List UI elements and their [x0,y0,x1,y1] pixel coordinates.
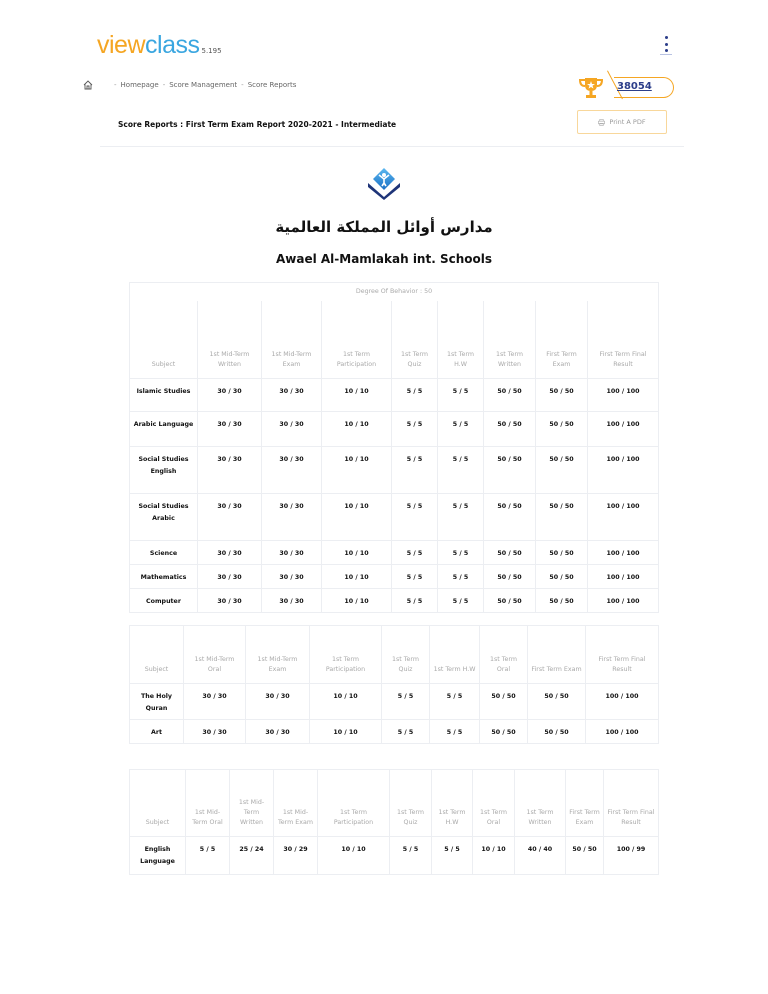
score-cell: 5 / 5 [438,589,484,613]
col-header: 1st Term Written [484,301,536,379]
score-cell: 50 / 50 [484,589,536,613]
col-header: 1st Term Quiz [392,301,438,379]
score-cell: 5 / 5 [392,412,438,447]
score-cell: 5 / 5 [186,837,230,875]
col-header: 1st Term H.W [430,626,480,684]
trophy-icon [578,76,604,100]
breadcrumb-homepage[interactable]: Homepage [120,81,159,89]
subject-cell: Science [130,541,198,565]
page-title: Score Reports : First Term Exam Report 2020-2021 - Intermediate [118,120,397,129]
score-cell: 30 / 30 [262,589,322,613]
table-row [130,494,659,541]
subject-cell: Arabic Language [130,412,198,447]
col-header: 1st Term Written [515,770,566,837]
school-name-english: Awael Al-Mamlakah int. Schools [275,252,492,266]
col-header: First Term Final Result [588,301,659,379]
behavior-degree: Degree Of Behavior : 50 [130,283,659,301]
score-cell: 100 / 100 [588,589,659,613]
col-header: First Term Exam [566,770,604,837]
score-cell: 30 / 30 [198,541,262,565]
col-header: First Term Final Result [604,770,659,837]
score-cell: 5 / 5 [438,565,484,589]
score-cell: 30 / 30 [198,379,262,412]
score-cell: 30 / 30 [184,720,246,744]
score-cell: 100 / 100 [588,412,659,447]
score-cell: 100 / 100 [588,494,659,541]
score-cell: 5 / 5 [438,447,484,494]
table-row [130,412,659,447]
school-logo-icon [366,167,402,201]
col-header: First Term Exam [528,626,586,684]
score-cell: 50 / 50 [484,447,536,494]
table-row [130,541,659,565]
score-cell: 30 / 30 [198,565,262,589]
subject-cell: Social Studies Arabic [130,494,198,541]
print-pdf-button[interactable] [577,110,667,134]
score-cell: 30 / 30 [262,565,322,589]
school-name-arabic: مدارس أوائل المملكة العالمية [275,218,493,236]
logo-view-text: view [97,31,146,59]
score-cell: 50 / 50 [536,589,588,613]
score-cell: 30 / 30 [246,684,310,720]
score-cell: 100 / 100 [588,541,659,565]
score-cell: 30 / 30 [262,447,322,494]
print-pdf-label: Print A PDF [609,118,646,126]
table-row [130,720,659,744]
score-cell: 100 / 100 [588,379,659,412]
score-cell: 30 / 30 [198,447,262,494]
col-header: First Term Final Result [586,626,659,684]
score-table-secondary [129,625,659,744]
score-cell: 100 / 100 [588,565,659,589]
col-header: 1st Mid-Term Written [230,770,274,837]
score-cell: 50 / 50 [566,837,604,875]
score-cell: 5 / 5 [382,720,430,744]
score-cell: 25 / 24 [230,837,274,875]
score-cell: 5 / 5 [392,447,438,494]
score-table-main [129,282,659,613]
score-cell: 50 / 50 [484,494,536,541]
subject-cell: Islamic Studies [130,379,198,412]
score-cell: 10 / 10 [322,589,392,613]
col-header: 1st Term Oral [480,626,528,684]
score-cell: 30 / 30 [198,412,262,447]
printer-icon [598,119,605,126]
score-cell: 10 / 10 [318,837,390,875]
score-cell: 5 / 5 [392,541,438,565]
score-cell: 10 / 10 [310,684,382,720]
home-icon[interactable] [82,79,94,91]
score-table-english [129,769,659,875]
score-cell: 30 / 30 [262,494,322,541]
score-cell: 5 / 5 [392,565,438,589]
score-cell: 5 / 5 [438,379,484,412]
table-row [130,565,659,589]
score-cell: 50 / 50 [536,541,588,565]
score-cell: 40 / 40 [515,837,566,875]
score-cell: 50 / 50 [484,541,536,565]
breadcrumb: - Homepage - Score Management - Score Reports [82,79,296,91]
col-header: Subject [130,626,184,684]
score-cell: 5 / 5 [432,837,473,875]
score-cell: 5 / 5 [438,412,484,447]
col-header: 1st Term Participation [322,301,392,379]
score-cell: 50 / 50 [528,684,586,720]
col-header: 1st Term Quiz [382,626,430,684]
col-header: Subject [130,301,198,379]
score-cell: 10 / 10 [322,379,392,412]
col-header: 1st Term Quiz [390,770,432,837]
score-cell: 50 / 50 [484,379,536,412]
breadcrumb-score-reports[interactable]: Score Reports [247,81,297,89]
score-cell: 10 / 10 [322,494,392,541]
score-cell: 50 / 50 [480,684,528,720]
table-row [130,379,659,412]
col-header: 1st Term Oral [473,770,515,837]
score-cell: 50 / 50 [484,565,536,589]
col-header: 1st Mid-Term Written [198,301,262,379]
subject-cell: Computer [130,589,198,613]
score-value[interactable]: 38054 [617,81,652,92]
col-header: 1st Mid-Term Exam [246,626,310,684]
col-header: 1st Term Participation [318,770,390,837]
score-cell: 5 / 5 [430,684,480,720]
subject-cell: The Holy Quran [130,684,184,720]
score-badge[interactable] [578,74,673,98]
score-cell: 30 / 30 [262,412,322,447]
subject-cell: Social Studies English [130,447,198,494]
score-cell: 5 / 5 [390,837,432,875]
col-header: Subject [130,770,186,837]
score-cell: 5 / 5 [430,720,480,744]
score-cell: 30 / 30 [198,494,262,541]
score-cell: 5 / 5 [382,684,430,720]
score-cell: 5 / 5 [392,494,438,541]
score-cell: 30 / 30 [262,541,322,565]
logo-class-text: class [145,31,200,59]
table-row [130,447,659,494]
score-cell: 5 / 5 [392,379,438,412]
score-cell: 5 / 5 [438,541,484,565]
score-cell: 100 / 100 [586,720,659,744]
score-cell: 30 / 30 [262,379,322,412]
score-cell: 30 / 30 [198,589,262,613]
kebab-menu-icon[interactable] [662,36,670,52]
col-header: 1st Mid-Term Exam [262,301,322,379]
score-cell: 100 / 100 [586,684,659,720]
score-cell: 50 / 50 [536,565,588,589]
breadcrumb-score-management[interactable]: Score Management [169,81,238,89]
score-cell: 10 / 10 [310,720,382,744]
score-cell: 50 / 50 [536,412,588,447]
col-header: 1st Term H.W [438,301,484,379]
score-cell: 50 / 50 [484,412,536,447]
score-cell: 10 / 10 [322,447,392,494]
score-cell: 50 / 50 [528,720,586,744]
col-header: 1st Term Participation [310,626,382,684]
score-cell: 100 / 100 [588,447,659,494]
table-row [130,684,659,720]
score-cell: 30 / 30 [246,720,310,744]
subject-cell: Mathematics [130,565,198,589]
score-cell: 5 / 5 [438,494,484,541]
score-cell: 10 / 10 [473,837,515,875]
table-row [130,837,659,875]
col-header: 1st Mid-Term Oral [184,626,246,684]
col-header: 1st Term H.W [432,770,473,837]
score-cell: 50 / 50 [536,494,588,541]
header-divider [100,146,684,147]
score-cell: 30 / 30 [184,684,246,720]
score-cell: 50 / 50 [536,447,588,494]
score-cell: 30 / 29 [274,837,318,875]
col-header: 1st Mid-Term Oral [186,770,230,837]
score-cell: 5 / 5 [392,589,438,613]
score-cell: 10 / 10 [322,541,392,565]
col-header: First Term Exam [536,301,588,379]
score-cell: 50 / 50 [536,379,588,412]
score-cell: 10 / 10 [322,412,392,447]
table-row [130,589,659,613]
score-cell: 50 / 50 [480,720,528,744]
score-cell: 10 / 10 [322,565,392,589]
col-header: 1st Mid-Term Exam [274,770,318,837]
subject-cell: Art [130,720,184,744]
version-label: 5.195 [201,47,222,55]
subject-cell: English Language [130,837,186,875]
viewclass-logo[interactable] [97,33,222,58]
score-cell: 100 / 99 [604,837,659,875]
